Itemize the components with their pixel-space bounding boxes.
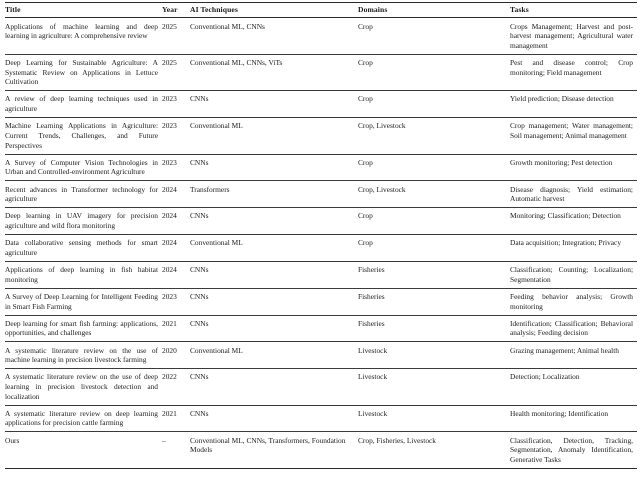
cell-year: 2025	[162, 21, 177, 31]
cell-ai-techniques: CNNs	[190, 157, 209, 167]
cell-title: Deep learning in UAV imagery for precision agriculture and wild flora monitoring	[5, 211, 158, 231]
cell-title: Applications of machine learning and deep learning in agriculture: A comprehensive review	[5, 21, 158, 41]
cell-tasks: Classification, Detection, Tracking, Segmentation, Anomaly Identification, Generative Tasks	[510, 435, 633, 464]
cell-year: 2024	[162, 184, 177, 194]
cell-tasks: Yield prediction; Disease detection	[510, 94, 614, 104]
cell-domains: Crop	[358, 21, 373, 31]
cell-ai-techniques: Conventional ML	[190, 121, 243, 131]
cell-title: Recent advances in Transformer technology for agriculture	[5, 184, 158, 204]
survey-table-container	[5, 2, 637, 469]
cell-year: 2021	[162, 408, 177, 418]
cell-tasks: Grazing management; Animal health	[510, 345, 619, 355]
table-row	[5, 261, 637, 288]
table-row	[5, 315, 637, 342]
cell-title: A review of deep learning techniques used in agriculture	[5, 94, 158, 114]
cell-tasks: Detection; Localization	[510, 372, 580, 382]
cell-domains: Livestock	[358, 372, 388, 382]
table-body	[5, 18, 637, 469]
cell-title: Deep learning for smart fish farming: applications, opportunities, and challenges	[5, 318, 158, 338]
cell-year: 2023	[162, 94, 177, 104]
cell-tasks: Health monitoring; Identification	[510, 408, 609, 418]
cell-domains: Fisheries	[358, 318, 385, 328]
cell-ai-techniques: Conventional ML, CNNs	[190, 21, 265, 31]
cell-tasks: Growth monitoring; Pest detection	[510, 157, 613, 167]
cell-domains: Crop	[358, 58, 373, 67]
table-row	[5, 342, 637, 369]
cell-domains: Livestock	[358, 345, 388, 355]
table-row	[5, 91, 637, 118]
table-row	[5, 181, 637, 208]
cell-ai-techniques: CNNs	[190, 94, 209, 104]
cell-ai-techniques: Conventional ML, CNNs, Transformers, Foundation Models	[190, 435, 346, 455]
cell-year: 2022	[162, 372, 177, 382]
cell-title: A Survey of Computer Vision Technologies in Urban and Controlled-environment Agriculture	[5, 157, 158, 177]
cell-tasks: Identification; Classification; Behavioral analysis; Feeding decision	[510, 318, 633, 338]
cell-ai-techniques: CNNs	[190, 372, 209, 382]
table-row	[5, 432, 637, 468]
table-row	[5, 405, 637, 432]
cell-domains: Crop, Fisheries, Livestock	[358, 435, 437, 445]
table-row	[5, 369, 637, 405]
column-header-title: Title	[5, 4, 21, 14]
cell-title: A systematic literature review on the use of machine learning in precision livestock farming	[5, 345, 158, 365]
cell-tasks: Disease diagnosis; Yield estimation; Automatic harvest	[510, 184, 633, 204]
cell-domains: Livestock	[358, 408, 388, 418]
cell-ai-techniques: Conventional ML	[190, 345, 243, 355]
cell-ai-techniques: Transformers	[190, 184, 230, 194]
table-row	[5, 54, 637, 90]
cell-title: A systematic literature review on the use of deep learning in precision livestock detection and localization	[5, 372, 158, 401]
cell-title: Deep Learning for Sustainable Agriculture: A Systematic Review on Applications in Lettuce Cultivation	[5, 58, 158, 87]
cell-domains: Crop	[358, 238, 373, 248]
column-header-ai-techniques: AI Techniques	[190, 4, 238, 14]
table-row	[5, 235, 637, 262]
cell-tasks: Feeding behavior analysis; Growth monitoring	[510, 291, 633, 311]
cell-domains: Crop, Livestock	[358, 184, 406, 194]
cell-year: 2025	[162, 58, 177, 67]
cell-year: 2020	[162, 345, 177, 355]
cell-ai-techniques: CNNs	[190, 318, 209, 328]
cell-domains: Crop	[358, 211, 373, 221]
table-row	[5, 118, 637, 154]
cell-domains: Fisheries	[358, 265, 385, 275]
cell-year: 2024	[162, 265, 177, 275]
table-header	[5, 3, 637, 18]
table-row	[5, 208, 637, 235]
cell-tasks: Pest and disease control; Crop monitoring; Field management	[510, 58, 633, 77]
cell-tasks: Data acquisition; Integration; Privacy	[510, 238, 622, 248]
cell-year: 2023	[162, 157, 177, 167]
cell-domains: Crop	[358, 157, 373, 167]
table-header-row	[5, 3, 637, 18]
cell-tasks: Monitoring; Classification; Detection	[510, 211, 621, 221]
cell-ai-techniques: CNNs	[190, 291, 209, 301]
cell-title: A Survey of Deep Learning for Intelligent Feeding in Smart Fish Farming	[5, 291, 158, 311]
table-row	[5, 18, 637, 54]
cell-tasks: Crops Management; Harvest and post-harvest management; Agricultural water management	[510, 21, 633, 50]
cell-year: 2024	[162, 238, 177, 248]
cell-ai-techniques: Conventional ML, CNNs, ViTs	[190, 58, 283, 67]
table-row	[5, 154, 637, 181]
cell-title: Machine Learning Applications in Agriculture: Current Trends, Challenges, and Future Perspectives	[5, 121, 158, 150]
cell-title: Applications of deep learning in fish habitat monitoring	[5, 265, 158, 284]
cell-year: 2023	[162, 291, 177, 301]
cell-year: –	[162, 435, 166, 445]
cell-ai-techniques: Conventional ML	[190, 238, 243, 248]
column-header-domains: Domains	[358, 4, 388, 14]
cell-domains: Fisheries	[358, 291, 385, 301]
table-row	[5, 288, 637, 315]
cell-title: A systematic literature review on deep learning applications for precision cattle farming	[5, 408, 158, 428]
cell-year: 2024	[162, 211, 177, 221]
cell-ai-techniques: CNNs	[190, 408, 209, 418]
cell-ai-techniques: CNNs	[190, 265, 209, 275]
cell-title: Data collaborative sensing methods for smart agriculture	[5, 238, 158, 257]
cell-tasks: Crop management; Water management; Soil management; Animal management	[510, 121, 633, 140]
cell-domains: Crop	[358, 94, 373, 104]
cell-domains: Crop, Livestock	[358, 121, 406, 131]
column-header-year: Year	[162, 4, 178, 14]
cell-ai-techniques: CNNs	[190, 211, 209, 221]
cell-title: Ours	[5, 435, 20, 445]
survey-comparison-table	[5, 2, 637, 469]
column-header-tasks: Tasks	[510, 4, 529, 14]
cell-year: 2023	[162, 121, 177, 131]
cell-tasks: Classification; Counting; Localization; Segmentation	[510, 265, 633, 284]
cell-year: 2021	[162, 318, 177, 328]
